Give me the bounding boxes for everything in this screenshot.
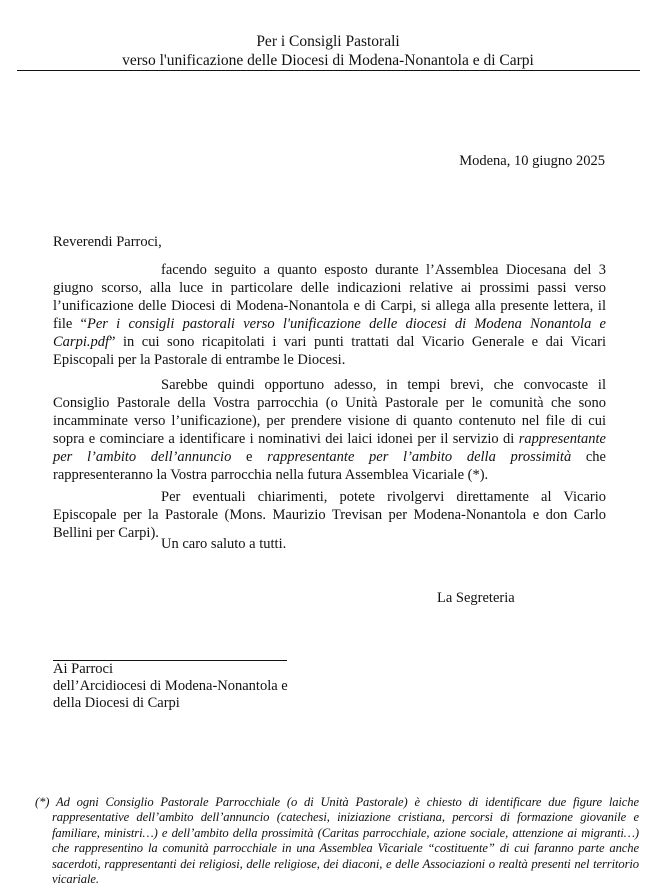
paragraph-convocation-text-1: Sarebbe quindi opportuno adesso, in tempi brevi, che convocaste il Consiglio Pastorale della Vostra parrocchia (o Unità Pastorale per le comunità che sono incamminate verso l’unificazione), per prendere visione di quanto contenuto nel file di cui sopra e cominciare a identificare i nominativi dei laici idonei per il servizio di: [53, 377, 606, 447]
attachment-filename: Per i consigli pastorali verso l'unificazione delle diocesi di Modena Nonantola e Carpi.pdf: [53, 316, 606, 350]
paragraph-attachment-text-2: ” in cui sono ricapitolati i vari punti trattati dal Vicario Generale e dai Vicari Episcopali per la Pastorale di entrambe le Diocesi.: [53, 334, 606, 368]
role-annuncio: rappresentante per l’ambito dell’annuncio: [53, 431, 606, 465]
recipients-block: [53, 661, 288, 712]
header-divider: [17, 70, 640, 71]
recipients-line-2: dell’Arcidiocesi di Modena-Nonantola e: [53, 678, 288, 694]
paragraph-greeting: Un caro saluto a tutti.: [161, 536, 287, 552]
header-title-line1: Per i Consigli Pastorali: [256, 33, 400, 50]
paragraph-convocation: [53, 376, 606, 484]
signature: La Segreteria: [437, 590, 515, 606]
role-prossimita: rappresentante per l’ambito della prossimità: [267, 449, 572, 465]
document-header: [0, 32, 656, 70]
letter-date: Modena, 10 giugno 2025: [459, 153, 605, 169]
paragraph-attachment: [53, 261, 606, 369]
header-title-line2: verso l'unificazione delle Diocesi di Modena-Nonantola e di Carpi: [122, 52, 534, 69]
paragraph-contacts: Per eventuali chiarimenti, potete rivolgervi direttamente al Vicario Episcopale per la Pastorale (Mons. Maurizio Trevisan per Modena-Nonantola e don Carlo Bellini per Carpi).: [53, 489, 606, 541]
recipients-line-3: della Diocesi di Carpi: [53, 695, 180, 711]
footnote: (*) Ad ogni Consiglio Pastorale Parrocchiale (o di Unità Pastorale) è chiesto di identificare due figure laiche rappresentative dell’ambito dell’annuncio (catechesi, iniziazione cristiana, percorsi di formazione giovanile e familiare, ministri…) e dell’ambito della prossimità (Caritas parrocchiale, azione sociale, attenzione ai migranti…) che rappresentino la comunità parrocchiale in una Assemblea Vicariale “costituente” di cui faranno parte anche sacerdoti, rappresentanti dei religiosi, delle religiose, dei diaconi, e delle Associazioni o realtà presenti nel territorio vicariale.: [35, 795, 639, 887]
recipients-line-1: Ai Parroci: [53, 661, 113, 677]
paragraph-convocation-text-2: che rappresenteranno la Vostra parrocchia nella futura Assemblea Vicariale (*).: [53, 449, 606, 483]
salutation: Reverendi Parroci,: [53, 234, 162, 250]
role-conjunction: e: [231, 449, 268, 465]
paragraph-attachment-text-1: facendo seguito a quanto esposto durante l’Assemblea Diocesana del 3 giugno scorso, alla luce in particolare delle indicazioni relative ai prossimi passi verso l’unificazione delle Diocesi di Modena-Nonantola e di Carpi, si allega alla presente lettera, il file “: [53, 262, 606, 332]
